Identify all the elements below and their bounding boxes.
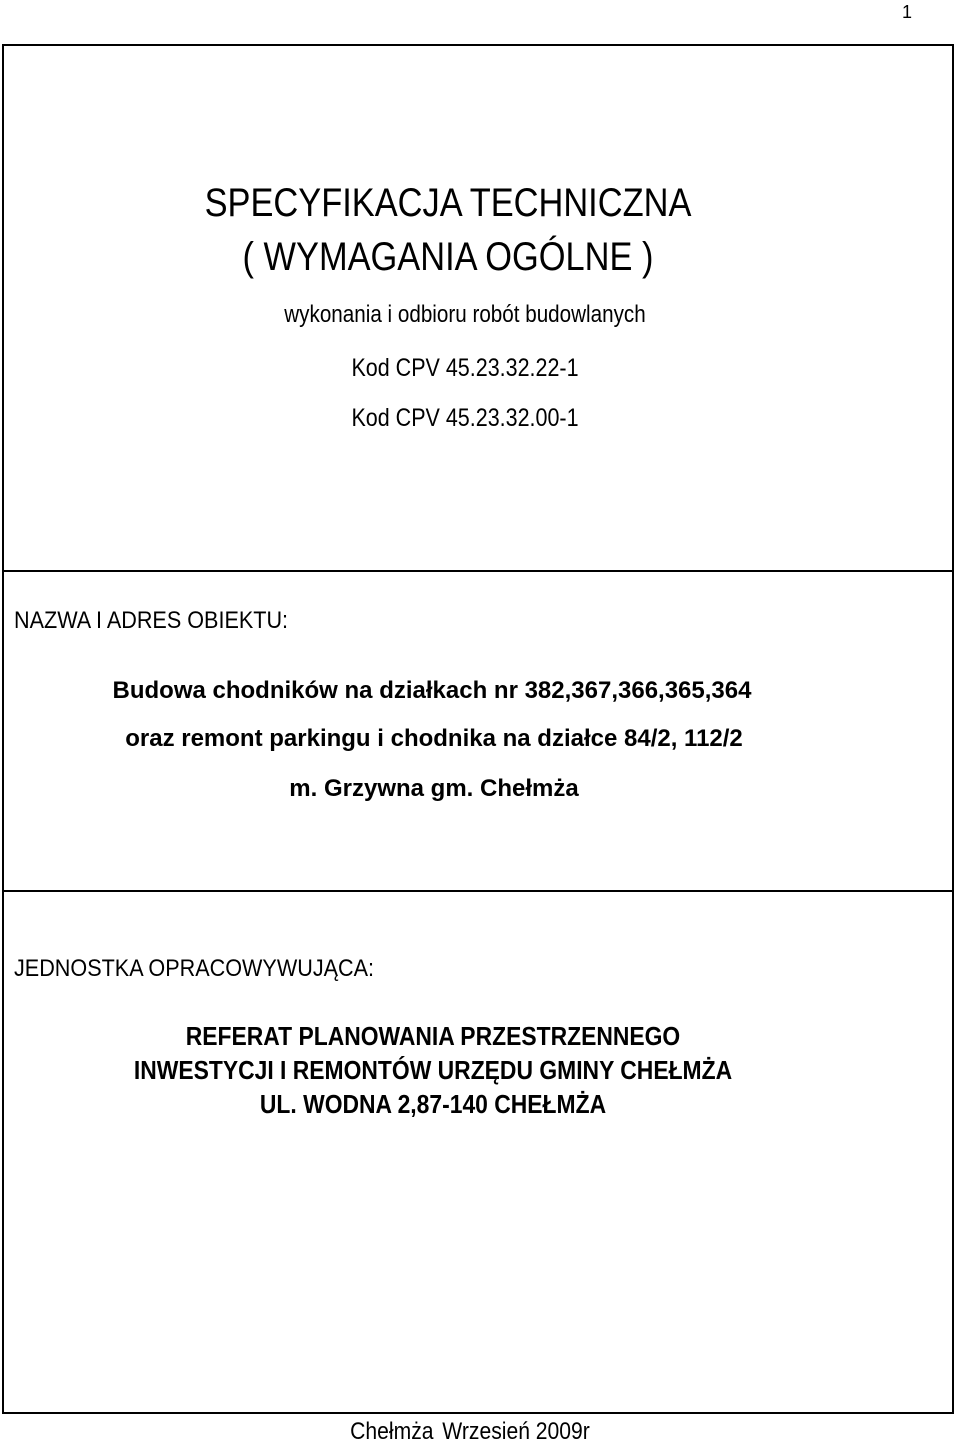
document-subtitle-parenthetical: ( WYMAGANIA OGÓLNE ): [242, 235, 654, 279]
object-description-line: oraz remont parkingu i chodnika na działce 84/2, 112/2: [125, 725, 743, 752]
footer-date: Wrzesień 2009r: [442, 1418, 590, 1445]
title-page-frame: [2, 44, 954, 1414]
unit-address-line: UL. WODNA 2,87-140 CHEŁMŻA: [259, 1089, 607, 1119]
unit-name-line: REFERAT PLANOWANIA PRZESTRZENNEGO: [185, 1021, 681, 1051]
footer-place-date: [338, 1416, 602, 1448]
page-number: 1: [901, 2, 912, 22]
cpv-code: Kod CPV 45.23.32.22-1: [351, 354, 579, 382]
object-section-label: NAZWA I ADRES OBIEKTU:: [14, 607, 289, 634]
object-description-line: m. Grzywna gm. Chełmża: [289, 775, 579, 802]
cpv-code: Kod CPV 45.23.32.00-1: [351, 404, 579, 432]
document-scope: wykonania i odbioru robót budowlanych: [284, 301, 646, 328]
object-description-line: Budowa chodników na działkach nr 382,367,366,365,364: [112, 677, 752, 704]
unit-name-line: INWESTYCJI I REMONTÓW URZĘDU GMINY CHEŁMŻA: [133, 1055, 733, 1085]
section-divider: [4, 570, 952, 572]
document-title: SPECYFIKACJA TECHNICZNA: [204, 181, 692, 225]
unit-section-label: JEDNOSTKA OPRACOWYWUJĄCA:: [14, 955, 375, 982]
footer-place: Chełmża: [350, 1418, 434, 1445]
section-divider: [4, 890, 952, 892]
